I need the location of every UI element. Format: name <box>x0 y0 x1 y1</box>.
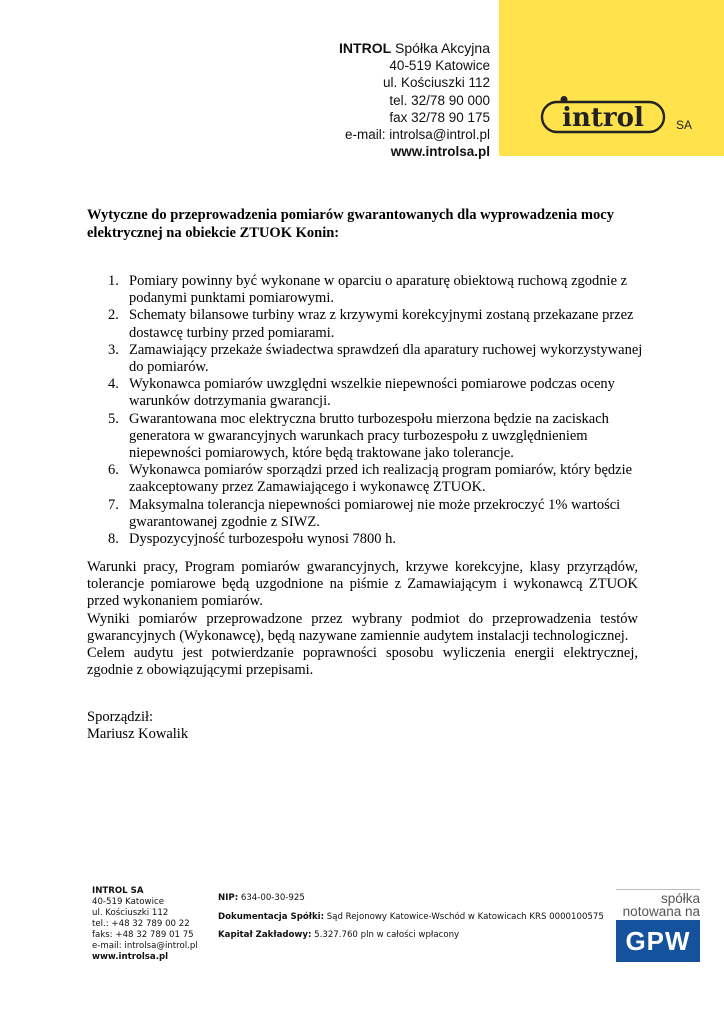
header-email: e-mail: introlsa@introl.pl <box>345 127 490 143</box>
paragraph-conditions: Warunki pracy, Program pomiarów gwarancyjnych, krzywe korekcyjne, klasy przyrządów, tolerancje pomiarowe będą uzgodnione na piśmie z Zamawiającym i wykonawcą ZTUOK przed wykonaniem pomiarów. <box>87 559 638 610</box>
company-name-bold: INTROL <box>339 40 392 56</box>
list-item-text: Wykonawca pomiarów sporządzi przed ich realizacją program pomiarów, który będzie zaakceptowany przez Zamawiającego i wykonawcę ZTUOK. <box>129 462 633 496</box>
capital-value: 5.327.760 pln w całości wpłacony <box>311 930 460 940</box>
list-item <box>108 462 648 496</box>
list-item <box>108 497 648 531</box>
gpw-caption <box>616 892 700 918</box>
header-street: ul. Kościuszki 112 <box>382 75 490 91</box>
list-item-number: 2. <box>108 307 119 324</box>
header-company <box>339 40 490 57</box>
footer-company: INTROL SA <box>92 886 144 896</box>
footer-company-info <box>218 889 604 945</box>
list-item-text: Dyspozycyjność turbozespołu wynosi 7800 h. <box>129 531 397 548</box>
list-item-number: 7. <box>108 496 119 513</box>
gpw-caption-line2: notowana na <box>622 904 700 919</box>
list-item-number: 1. <box>108 273 119 289</box>
footer-documentation <box>218 908 604 927</box>
footer-fax: faks: +48 32 789 01 75 <box>92 930 194 940</box>
body-paragraphs <box>87 559 638 679</box>
list-item-text: Wykonawca pomiarów uwzględni wszelkie niepewności pomiarowe podczas oceny warunków dotrzymania gwarancji. <box>129 376 615 410</box>
gpw-caption-line1: spółka <box>660 891 700 906</box>
nip-label: NIP: <box>218 893 239 903</box>
signature-label: Sporządził: <box>87 709 154 725</box>
paragraph-audit-goal: Celem audytu jest potwierdzanie poprawności sposobu wyliczenia energii elektrycznej, zgodnie z obowiązującymi przepisami. <box>87 645 638 679</box>
logo-text: introl <box>562 103 644 133</box>
introl-logo <box>540 96 666 138</box>
header-tel: tel. 32/78 90 000 <box>389 92 490 108</box>
documentation-label: Dokumentacja Spółki: <box>218 911 325 922</box>
header-postal: 40-519 Katowice <box>389 58 490 74</box>
document-title: Wytyczne do przeprowadzenia pomiarów gwarantowanych dla wyprowadzenia mocy elektrycznej na obiekcie ZTUOK Konin: <box>87 207 614 241</box>
gpw-logo: GPW <box>616 920 700 962</box>
footer-address <box>92 886 198 963</box>
list-item-number: 8. <box>108 531 119 548</box>
header-address <box>339 40 490 160</box>
list-item <box>108 531 648 548</box>
list-item-text: Zamawiający przekaże świadectwa sprawdzeń dla aparatury ruchowej wykorzystywanej do pomiarów. <box>129 341 643 376</box>
footer-capital <box>218 926 604 945</box>
guidelines-list <box>108 273 648 548</box>
company-name-rest: Spółka Akcyjna <box>391 40 490 56</box>
list-item <box>108 411 648 463</box>
paragraph-results: Wyniki pomiarów przeprowadzone przez wybrany podmiot do przeprowadzenia testów gwarancyjnych (Wykonawcę), będą nazywane zamiennie audytem instalacji technologicznej. <box>87 610 638 644</box>
capital-label: Kapitał Zakładowy: <box>218 930 312 940</box>
header-fax: fax 32/78 90 175 <box>389 109 490 125</box>
signature-name: Mariusz Kowalik <box>87 726 189 743</box>
gpw-divider <box>616 889 700 890</box>
list-item-text: Pomiary powinny być wykonane w oparciu o aparaturę obiektową ruchową zgodnie z podanymi punktami pomiarowymi. <box>129 273 628 307</box>
signature-block <box>87 709 188 743</box>
list-item-number: 3. <box>108 341 119 358</box>
documentation-value: Sąd Rejonowy Katowice-Wschód w Katowicach KRS 0000100575 <box>324 911 604 922</box>
footer-nip <box>218 889 604 908</box>
nip-value: 634-00-30-925 <box>238 893 305 903</box>
list-item-text: Gwarantowana moc elektryczna brutto turbozespołu mierzona będzie na zaciskach generatora w gwarancyjnych warunkach pracy turbozespołu z uwzględnieniem niepewności pomiarowych, które będą traktowane jako tolerancje. <box>129 410 609 462</box>
footer-tel: tel.: +48 32 789 00 22 <box>92 919 190 929</box>
list-item-text: Schematy bilansowe turbiny wraz z krzywymi korekcyjnymi zostaną przekazane przez dostawcę turbiny przed pomiarami. <box>129 307 634 341</box>
list-item <box>108 342 648 376</box>
list-item-number: 5. <box>108 410 119 427</box>
list-item-number: 6. <box>108 462 119 479</box>
footer-website-link[interactable]: www.introlsa.pl <box>92 952 169 962</box>
list-item-number: 4. <box>108 376 119 393</box>
footer-postal: 40-519 Katowice <box>92 897 164 907</box>
footer-email: e-mail: introlsa@introl.pl <box>92 941 198 951</box>
list-item <box>108 307 648 341</box>
list-item <box>108 273 648 307</box>
logo-suffix: SA <box>676 118 693 132</box>
header-website-link[interactable]: www.introlsa.pl <box>390 144 490 160</box>
footer-street: ul. Kościuszki 112 <box>92 908 169 918</box>
list-item-text: Maksymalna tolerancja niepewności pomiarowej nie może przekroczyć 1% wartości gwarantowanej zgodnie z SIWZ. <box>129 496 621 530</box>
list-item <box>108 376 648 410</box>
